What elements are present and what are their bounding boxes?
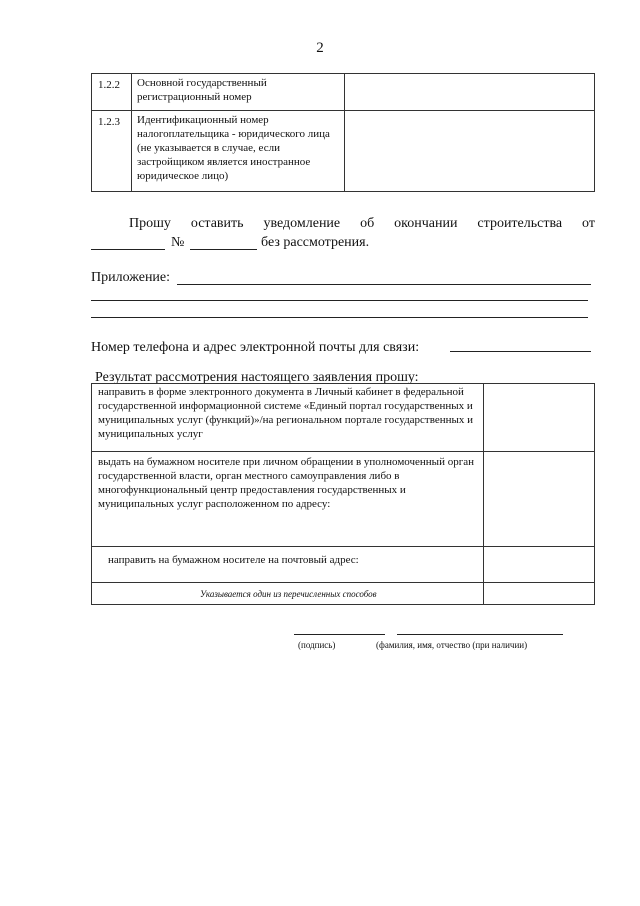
row-number: 1.2.2: [92, 74, 132, 111]
row-label: Идентификационный номер налогоплательщика - юридического лица (не указывается в случае, если застройщиком является иностранное юридическое лицо): [132, 111, 345, 192]
option-electronic: направить в форме электронного документа в Личный кабинет в федеральной государственной информационной системе «Единый портал государственных и муниципальных услуг (функций)»/на региональном портале государственных и муниципальных услуг: [92, 384, 484, 452]
option-mail-checkbox[interactable]: [483, 547, 594, 583]
number-blank[interactable]: [190, 249, 257, 250]
request-line-2-text: без рассмотрения.: [261, 235, 370, 250]
result-note: Указывается один из перечисленных способов: [92, 583, 484, 605]
row-number: 1.2.3: [92, 111, 132, 192]
table-row: [92, 111, 595, 192]
request-line-2: [91, 233, 595, 252]
result-options-table: [91, 383, 595, 605]
name-line[interactable]: [397, 634, 563, 635]
table-row: [92, 384, 595, 452]
request-paragraph: [91, 214, 595, 252]
attachment-line[interactable]: [91, 317, 588, 318]
result-heading: Результат рассмотрения настоящего заявления прошу:: [95, 370, 419, 385]
table-row: [92, 547, 595, 583]
signature-caption: (подпись): [298, 640, 336, 650]
value-cell[interactable]: [345, 74, 595, 111]
option-in-person-checkbox[interactable]: [483, 452, 594, 547]
option-mail: направить на бумажном носителе на почтовый адрес:: [92, 547, 484, 583]
request-line-1: Прошу оставить уведомление об окончании строительства от: [129, 216, 595, 231]
contact-line[interactable]: [450, 351, 591, 352]
date-blank[interactable]: [91, 249, 165, 250]
page-number: 2: [316, 40, 324, 56]
developer-info-table: [91, 73, 595, 192]
table-row: [92, 452, 595, 547]
attachment-line[interactable]: [177, 284, 591, 285]
signature-line[interactable]: [294, 634, 385, 635]
table-row: [92, 74, 595, 111]
name-caption: (фамилия, имя, отчество (при наличии): [376, 640, 528, 650]
empty-cell: [483, 583, 594, 605]
contact-label: Номер телефона и адрес электронной почты для связи:: [91, 340, 420, 355]
table-row: [92, 583, 595, 605]
value-cell[interactable]: [345, 111, 595, 192]
option-in-person: выдать на бумажном носителе при личном обращении в уполномоченный орган государственной власти, орган местного самоуправления либо в многофункциональный центр предоставления государственных и муниципальных услуг расположенном по адресу:: [92, 452, 484, 547]
number-sign: №: [171, 235, 185, 250]
row-label: Основной государственный регистрационный номер: [132, 74, 345, 111]
attachment-line[interactable]: [91, 300, 588, 301]
attachment-label: Приложение:: [91, 270, 171, 285]
option-electronic-checkbox[interactable]: [483, 384, 594, 452]
